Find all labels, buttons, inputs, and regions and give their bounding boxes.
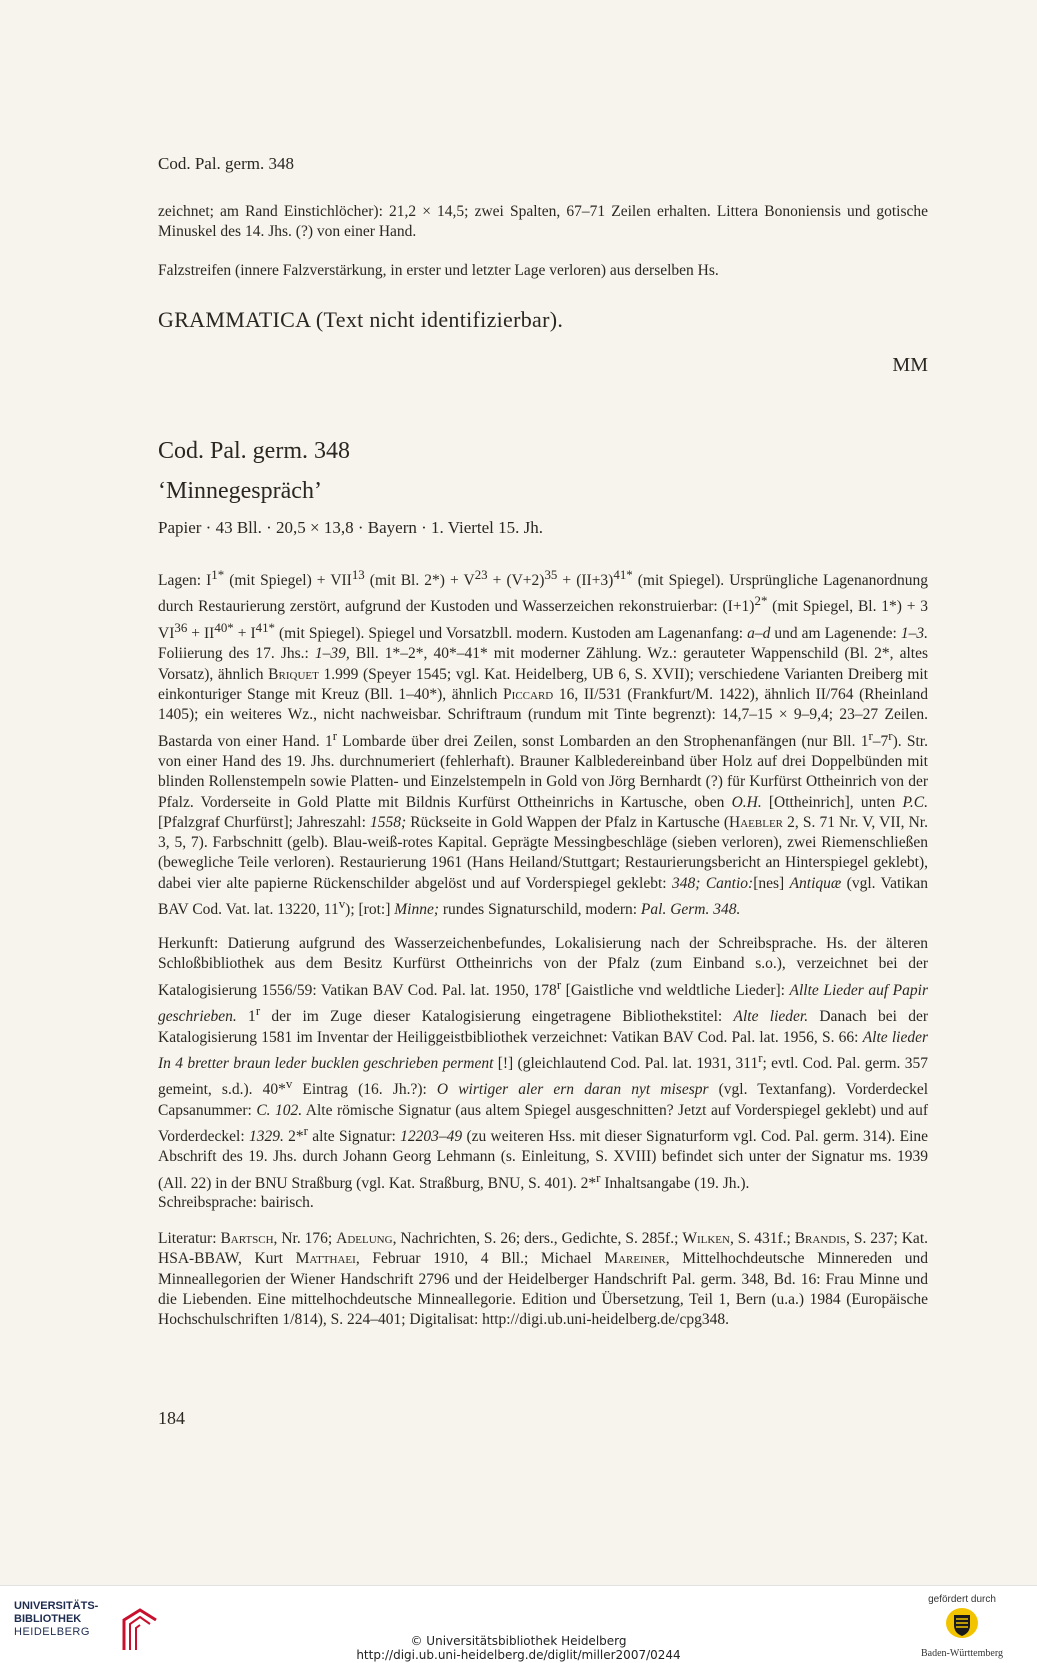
falzstreifen-paragraph: Falzstreifen (innere Falzverstärkung, in erster und letzter Lage verloren) aus derselben Hs. — [158, 262, 719, 279]
permalink-url[interactable]: http://digi.ub.uni-heidelberg.de/diglit/miller2007/0244 — [356, 1648, 681, 1662]
coat-of-arms-icon — [942, 1605, 982, 1641]
author-initials: MM — [892, 354, 928, 376]
previous-entry-text — [158, 202, 928, 243]
library-name: UNIVERSITÄTS- BIBLIOTHEK HEIDELBERG — [14, 1600, 99, 1638]
herkunft-paragraph: Herkunft: Datierung aufgrund des Wasserzeichenbefundes, Lokalisierung nach der Schreibsprache. Hs. der älteren Schloßbibliothek aus dem Besitz Kurfürst Ottheinrichs von der Pfalz (zum Einband s.o.), verzeichnet bei der Katalogisierung 1556/59: Vatikan BAV Cod. Pal. lat. 1950, 178$^r$ [Gaistliche vnd weldtliche Lieder]: Allte Lieder auf Papir geschrieben. 1$^r$ der im Zuge dieser Katalogisierung eingetragene Bibliothekstitel: Alte lieder. Danach bei der Katalogisierung 1581 im Inventar der Heiliggeistbibliothek verzeichnet: Vatikan BAV Cod. Pal. lat. 1956, S. 66: Alte lieder In 4 bretter braun leder bucklen geschrieben perment [!] (gleichlautend Cod. Pal. lat. 1931, 311$^r$; evtl. Cod. Pal. germ. 357 gemeint, s.d.). 40*$^v$ Eintrag (16. Jh.?): O wirtiger aler ern daran nyt misespr (vgl. Textanfang). Vorderdeckel Capsanummer: C. 102. Alte römische Signatur (aus altem Spiegel ausgeschnitten? Jetzt auf Vorderspiegel geklebt) und auf Vorderdeckel: 1329. 2*$^r$ alte Signatur: 12203–49 (zu weiteren Hss. mit dieser Signaturform vgl. Cod. Pal. germ. 314). Eine Abschrift des 19. Jhs. durch Johann Georg Lehmann (s. Einleitung, S. XVIII) befindet sich unter der Signatur ms. 1939 (All. 22) in der BNU Straßburg (vgl. Kat. Straßburg, BNU, S. 401). 2*$^r$ Inhaltsangabe (19. Jh.). — [158, 935, 929, 1192]
page-number: 184 — [158, 1408, 185, 1428]
funder-name: Baden-Württemberg — [920, 1648, 1003, 1659]
funder-logo[interactable] — [907, 1594, 1017, 1659]
previous-entry-paragraph: zeichnet; am Rand Einstichlöcher): 21,2 × 14,5; zwei Spalten, 67–71 Zeilen erhalten. Littera Bononiensis und gotische Minuskel des 14. Jhs. (?) von einer Hand. — [158, 203, 928, 241]
copyright-notice — [0, 1634, 1037, 1662]
falzstreifen-text — [158, 261, 928, 281]
lagen-paragraph: Lagen: $I^{1*}$ (mit Spiegel) + $VII^{13}$ (mit Bl. $2*) + V^{23} + (V+2)^{35} + (II+3)^{41*}$ (mit Spiegel). Ursprüngliche Lagenanordnung durch Restaurierung zerstört, aufgrund der Kustoden und Wasserzeichen rekonstruierbar: $(I+1)^{2*}$ (mit Spiegel, Bl. 1*) + 3 $VI^{36} + II^{40*} + I^{41*}$ (mit Spiegel). Spiegel und Vorsatzbll. modern. Kustoden am Lagenanfang: a–d und am Lagenende: 1–3. Foliierung des 17. Jhs.: 1–39, Bll. 1*–2*, 40*–41* mit moderner Zählung. Wz.: gerauteter Wappenschild (Bl. 2*, altes Vorsatz), ähnlich Briquet 1.999 (Speyer 1545; vgl. Kat. Heidelberg, UB 6, S. XVII); verschiedene Varianten Dreiberg mit einkonturiger Stange mit Kreuz (Bll. 1–40*), ähnlich Piccard 16, II/531 (Frankfurt/M. 1422), ähnlich II/764 (Rheinland 1405); ein weiteres Wz., nicht nachweisbar. Schriftraum (rundum mit Tinte begrenzt): 14,7–15 × 9–9,4; 23–27 Zeilen. Bastarda von einer Hand. 1$^r$ Lombarde über drei Zeilen, sonst Lombarden an den Strophenanfängen (nur Bll. 1$^r$–7$^r$). Str. von einer Hand des 19. Jhs. durchnumeriert (fehlerhaft). Brauner Kalbledereinband über Holz auf drei Doppelbünden mit blinden Rollenstempeln sowie Platten- und Einzelstempeln in Gold von Jörg Bernhardt (?) für Kurfürst Ottheinrich von der Pfalz. Vorderseite in Gold Platte mit Bildnis Kurfürst Ottheinrichs in Kartusche, oben O.H. [Ottheinrich], unten P.C. [Pfalzgraf Churfürst]; Jahreszahl: 1558; Rückseite in Gold Wappen der Pfalz in Kartusche (Haebler 2, S. 71 Nr. V, VII, Nr. 3, 5, 7). Farbschnitt (gelb). Blau-weiß-rotes Kapital. Geprägte Messingbeschläge (sieben verloren), zwei Riemenschließen (bewegliche Teile verloren). Restaurierung 1961 (Hans Heiland/Stuttgart; Restaurierungsbericht an Hinterspiegel geklebt), dabei vier alte papierne Rückenschilder abgelöst und auf Vorderspiegel geklebt: 348; Cantio:[nes] Antiquæ (vgl. Vatikan BAV Cod. Vat. lat. 13220, 11$^v$); [rot:] Minne; rundes Signaturschild, modern: Pal. Germ. 348. — [158, 567, 928, 919]
entry-meta: Papier · 43 Bll. · 20,5 × 13,8 · Bayern · 1. Viertel 15. Jh. — [158, 518, 544, 537]
entry-shelfmark: Cod. Pal. germ. 348 — [158, 438, 350, 464]
literatur-paragraph: Literatur: Bartsch, Nr. 176; Adelung, Nachrichten, S. 26; ders., Gedichte, S. 285f.; Wilken, S. 431f.; Brandis, S. 237; Kat. HSA-BBAW, Kurt Matthaei, Februar 1910, 4 Bll.; Michael Mareiner, Mittelhochdeutsche Minnereden und Minneallegorien der Wiener Handschrift 2796 und der Heidelberger Handschrift Pal. germ. 348, Bd. 16: Frau Minne und die Liebenden. Eine mittelhochdeutsche Minneallegorie. Edition und Übersetzung, Teil 1, Bern (u.a.) 1984 (Europäische Hochschulschriften 1/814), S. 224–401; Digitalisat: http://digi.ub.uni-heidelberg.de/cpg348. — [158, 1230, 928, 1329]
viewer-footer — [0, 1585, 1037, 1663]
grammatica-heading: GRAMMATICA (Text nicht identifizierbar). — [158, 307, 564, 332]
literatur-section — [158, 1229, 928, 1330]
schreibsprache-section — [158, 1193, 928, 1213]
funded-by-label: gefördert durch — [928, 1594, 996, 1605]
schreibsprache-paragraph: Schreibsprache: bairisch. — [158, 1194, 314, 1211]
copyright-text: © Universitätsbibliothek Heidelberg — [410, 1634, 627, 1648]
herkunft-section — [158, 934, 928, 1194]
running-head: Cod. Pal. germ. 348 — [158, 154, 294, 173]
lagen-section — [158, 565, 928, 921]
entry-title: ‘Minnegespräch’ — [158, 478, 322, 504]
